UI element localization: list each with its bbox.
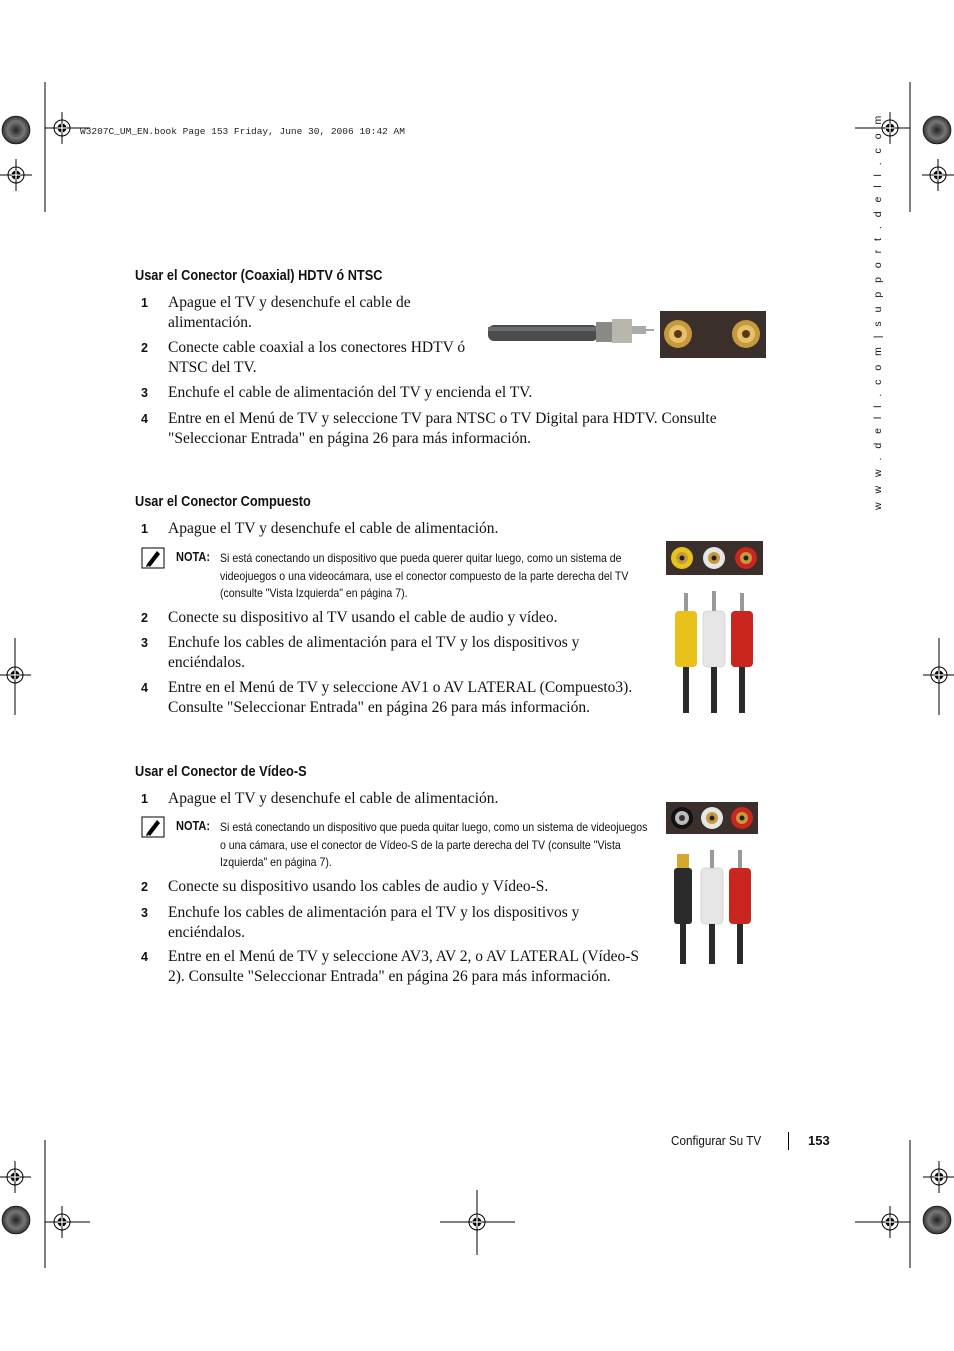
- step-number: 1: [141, 792, 148, 806]
- step-text: Conecte su dispositivo al TV usando el cable de audio y vídeo.: [168, 609, 558, 626]
- step-number: 3: [141, 636, 148, 650]
- crosshair-registration-icon: [46, 112, 78, 144]
- step-number: 3: [141, 906, 148, 920]
- pencil-note-icon: [141, 547, 165, 569]
- step-text: Enchufe los cables de alimentación para el TV y los dispositivos y enciéndalos.: [168, 634, 580, 671]
- step-text: Apague el TV y desenchufe el cable de alimentación.: [168, 790, 499, 807]
- note-text: Si está conectando un dispositivo que pueda quitar luego, como un sistema de videojuegos o una cámara, use el conector de Vídeo-S de la parte derecha del TV (consulte "Vista Izquierda" en página 7).: [220, 820, 648, 869]
- step-number: 1: [141, 296, 148, 310]
- step-number: 4: [141, 681, 148, 695]
- step-text: Entre en el Menú de TV y seleccione TV para NTSC o TV Digital para HDTV. Consulte "Seleccionar Entrada" en página 26 para más información.: [168, 410, 717, 447]
- footer-chapter: Configurar Su TV: [671, 1133, 762, 1148]
- step-text: Conecte cable coaxial a los conectores HDTV ó NTSC del TV.: [168, 339, 466, 376]
- step-text: Entre en el Menú de TV y seleccione AV1 o AV LATERAL (Compuesto3). Consulte "Seleccionar Entrada" en página 26 para más información.: [168, 679, 633, 716]
- step-text: Apague el TV y desenchufe el cable de alimentación.: [168, 520, 499, 537]
- step-text: Conecte su dispositivo usando los cables de audio y Vídeo-S.: [168, 878, 549, 895]
- page-number: 153: [808, 1133, 830, 1148]
- step-text: Enchufe los cables de alimentación para el TV y los dispositivos y enciéndalos.: [168, 904, 580, 941]
- footer-divider: [788, 1132, 789, 1150]
- print-header: W3207C_UM_EN.book Page 153 Friday, June 30, 2006 10:42 AM: [80, 126, 405, 137]
- step-number: 2: [141, 341, 148, 355]
- pencil-note-icon: [141, 816, 165, 838]
- note-label: NOTA:: [176, 819, 211, 833]
- svideo-cable-image: [666, 802, 760, 964]
- color-wheel-icon: [2, 116, 30, 144]
- step-number: 4: [141, 950, 148, 964]
- note-label: NOTA:: [176, 550, 211, 564]
- step-number: 2: [141, 611, 148, 625]
- step-number: 3: [141, 386, 148, 400]
- step-text: Entre en el Menú de TV y seleccione AV3, AV 2, o AV LATERAL (Vídeo-S 2). Consulte "Seleccionar Entrada" en página 26 para más información.: [168, 948, 639, 985]
- coaxial-cable-image: [488, 310, 768, 360]
- section-title-svideo: Usar el Conector de Vídeo-S: [135, 764, 307, 780]
- sidebar-url: w w w . d e l l . c o m | s u p p o r t . d e l l . c o m: [872, 112, 884, 510]
- section-title-coaxial: Usar el Conector (Coaxial) HDTV ó NTSC: [135, 268, 383, 284]
- step-text: Enchufe el cable de alimentación del TV y encienda el TV.: [168, 384, 533, 401]
- step-number: 4: [141, 412, 148, 426]
- step-number: 2: [141, 880, 148, 894]
- step-number: 1: [141, 522, 148, 536]
- note-text: Si está conectando un dispositivo que pueda querer quitar luego, como un sistema de videojuegos o una videocámara, use el conector compuesto de la parte derecha del TV (consulte "Vista Izquierda" en página 7).: [220, 551, 629, 600]
- composite-cable-image: [666, 541, 764, 713]
- step-text: Apague el TV y desenchufe el cable de alimentación.: [168, 294, 411, 331]
- section-title-composite: Usar el Conector Compuesto: [135, 494, 311, 510]
